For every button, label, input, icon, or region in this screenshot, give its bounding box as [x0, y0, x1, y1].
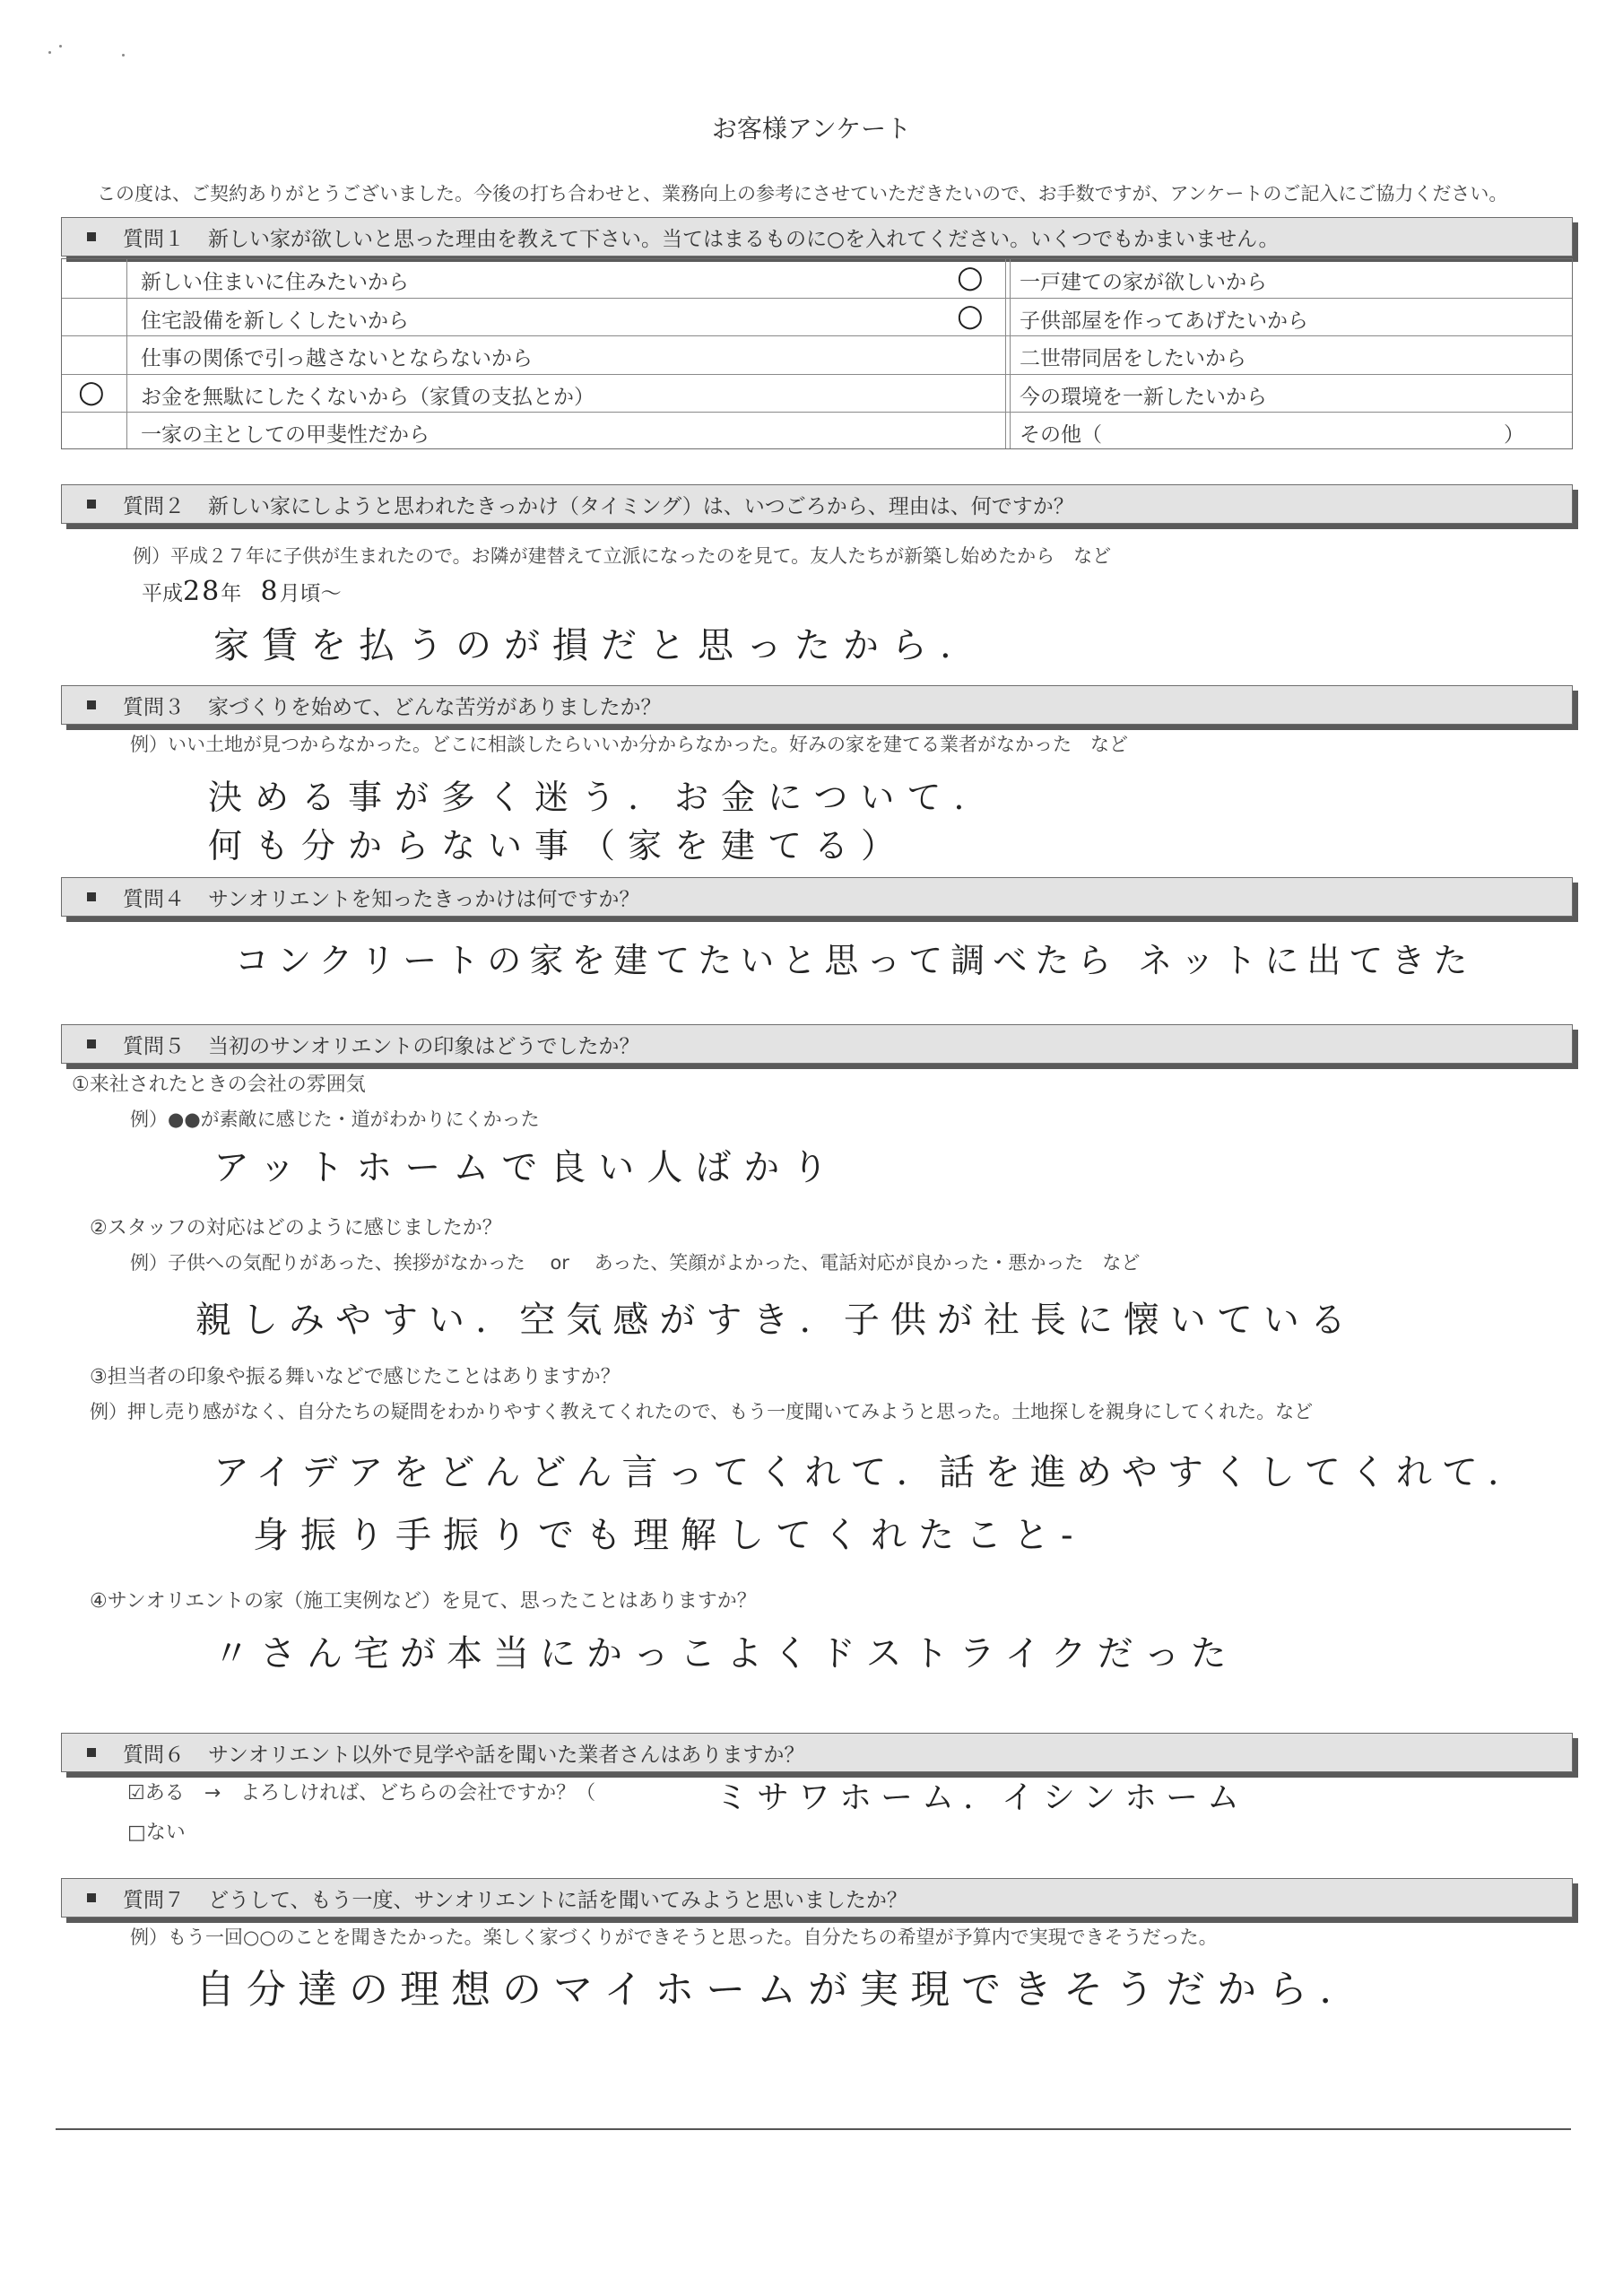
q5-subquestion-1-example: 例）●●が素敵に感じた・道がわかりにくかった [130, 1109, 540, 1130]
answer-circle: ○ [957, 297, 984, 334]
options-row [62, 298, 1572, 337]
question-number: 質問７ [123, 1888, 185, 1912]
bullet-square-icon [87, 892, 96, 901]
q5-subquestion-2-answer: 親しみやすい. 空気感がすき. 子供が社長に懐いている [195, 1300, 1357, 1341]
option-label: 仕事の関係で引っ越さないとならないから [141, 347, 533, 371]
q5-subquestion-3-example: 例）押し売り感がなく、自分たちの疑問をわかりやすく教えてくれたので、もう一度聞いてみようと思った。土地探しを親身にしてくれた。など [90, 1401, 1314, 1422]
month-answer: 8 [260, 576, 280, 607]
q5-subquestion-2: ②スタッフの対応はどのように感じましたか？ [90, 1217, 502, 1239]
options-row [62, 335, 1572, 375]
question-3-answer-line-2: 何も分からない事（家を建てる） [208, 826, 908, 865]
year-suffix: 年 [221, 582, 242, 605]
question-7-example: 例）もう一回○○のことを聞きたかった。楽しく家づくりができそうと思った。自分たちの希望が予算内で実現できそうだった。 [130, 1926, 1218, 1948]
q6-yes-option: ☑ある → よろしければ、どちらの会社ですか？（ [127, 1782, 596, 1805]
page-title: お客様アンケート [711, 114, 912, 144]
q6-no-option: □ない [127, 1822, 186, 1844]
bullet-square-icon [87, 500, 96, 509]
question-1-options-table [61, 258, 1573, 449]
option-label: 住宅設備を新しくしたいから [141, 309, 409, 333]
bullet-square-icon [87, 1039, 96, 1048]
question-3-header [61, 685, 1573, 725]
options-row [62, 374, 1572, 413]
question-4-answer: コンクリートの家を建てたいと思って調べたら ネットに出てきた [235, 941, 1476, 980]
option-close-paren: ） [1504, 423, 1524, 448]
question-number: 質問２ [123, 494, 185, 518]
scan-speck [48, 51, 51, 54]
options-row [62, 259, 1572, 299]
question-2-timing [142, 576, 342, 607]
question-number: 質問３ [123, 695, 185, 719]
year-answer: 28 [183, 576, 221, 607]
question-7-answer: 自分達の理想のマイホームが実現できそうだから. [195, 1967, 1344, 2013]
answer-circle: ○ [957, 259, 984, 295]
question-1-header [61, 217, 1573, 257]
option-label: 新しい住まいに住みたいから [141, 271, 409, 294]
question-number: 質問６ [123, 1743, 185, 1767]
question-text: 当初のサンオリエントの印象はどうでしたか？ [208, 1034, 640, 1058]
question-number: 質問１ [123, 227, 185, 251]
options-row [62, 412, 1572, 450]
option-label: お金を無駄にしたくないから（家賃の支払とか） [141, 385, 595, 409]
question-text: サンオリエント以外で見学や話を聞いた業者さんはありますか？ [208, 1743, 805, 1767]
question-number: 質問４ [123, 887, 185, 911]
bullet-square-icon [87, 1893, 96, 1902]
q5-subquestion-3: ③担当者の印象や振る舞いなどで感じたことはありますか？ [90, 1366, 621, 1388]
option-label: 二世帯同居をしたいから [1020, 347, 1246, 371]
question-2-answer: 家賃を払うのが損だと思ったから. [213, 625, 964, 666]
question-3-example: 例）いい土地が見つからなかった。どこに相談したらいいか分からなかった。好みの家を建てる業者がなかった など [130, 734, 1128, 755]
q5-subquestion-1: ①来社されたときの会社の雰囲気 [72, 1074, 366, 1096]
scan-speck [59, 45, 62, 48]
q5-subquestion-4-answer: 〃さん宅が本当にかっこよくドストライクだった [213, 1633, 1237, 1674]
question-text: 新しい家にしようと思われたきっかけ（タイミング）は、いつごろから、理由は、何ですか？ [208, 494, 1074, 518]
option-label: 一戸建ての家が欲しいから [1020, 271, 1267, 294]
answer-circle: ○ [78, 373, 105, 410]
question-text: 家づくりを始めて、どんな苦労がありましたか？ [208, 695, 662, 719]
option-label: その他（ [1020, 423, 1102, 448]
question-text: 新しい家が欲しいと思った理由を教えて下さい。当てはまるものに○を入れてください。いくつでもかまいません。 [208, 227, 1280, 251]
question-text: どうして、もう一度、サンオリエントに話を聞いてみようと思いましたか？ [208, 1888, 907, 1912]
q5-subquestion-3-answer-line-1: アイデアをどんどん言ってくれて. 話を進めやすくしてくれて. [213, 1452, 1509, 1493]
bullet-square-icon [87, 1748, 96, 1757]
intro-text: この度は、ご契約ありがとうございました。今後の打ち合わせと、業務向上の参考にさせていただきたいので、お手数ですが、アンケートのご記入にご協力ください。 [97, 183, 1508, 204]
question-2-example: 例）平成２７年に子供が生まれたので。お隣が建替えて立派になったのを見て。友人たちが新築し始めたから など [133, 545, 1112, 567]
month-suffix: 月頃～ [279, 582, 342, 605]
option-label: 一家の主としての甲斐性だから [141, 423, 430, 448]
q5-subquestion-1-answer: アットホームで良い人ばかり [213, 1147, 841, 1188]
question-5-header [61, 1024, 1573, 1064]
bullet-square-icon [87, 700, 96, 709]
q5-subquestion-3-answer-line-2: 身振り手振りでも理解してくれたこと- [253, 1515, 1085, 1556]
q5-subquestion-2-example: 例）子供への気配りがあった、挨拶がなかった or あった、笑顔がよかった、電話対応が良かった・悪かった など [130, 1252, 1141, 1274]
question-7-header [61, 1878, 1573, 1918]
question-3-answer-line-1: 決める事が多く迷う. お金について. [208, 778, 977, 817]
bullet-square-icon [87, 232, 96, 241]
question-4-header [61, 877, 1573, 917]
bottom-divider [56, 2128, 1571, 2130]
scan-speck [122, 54, 125, 57]
question-number: 質問５ [123, 1034, 185, 1058]
question-2-header [61, 484, 1573, 524]
option-label: 子供部屋を作ってあげたいから [1020, 309, 1308, 333]
option-label: 今の環境を一新したいから [1020, 385, 1267, 409]
era-label: 平成 [142, 582, 183, 605]
question-text: サンオリエントを知ったきっかけは何ですか？ [208, 887, 640, 911]
q6-yes-answer: ミサワホーム. イシンホーム [716, 1779, 1248, 1816]
q5-subquestion-4: ④サンオリエントの家（施工実例など）を見て、思ったことはありますか？ [90, 1590, 757, 1613]
question-6-header [61, 1733, 1573, 1772]
